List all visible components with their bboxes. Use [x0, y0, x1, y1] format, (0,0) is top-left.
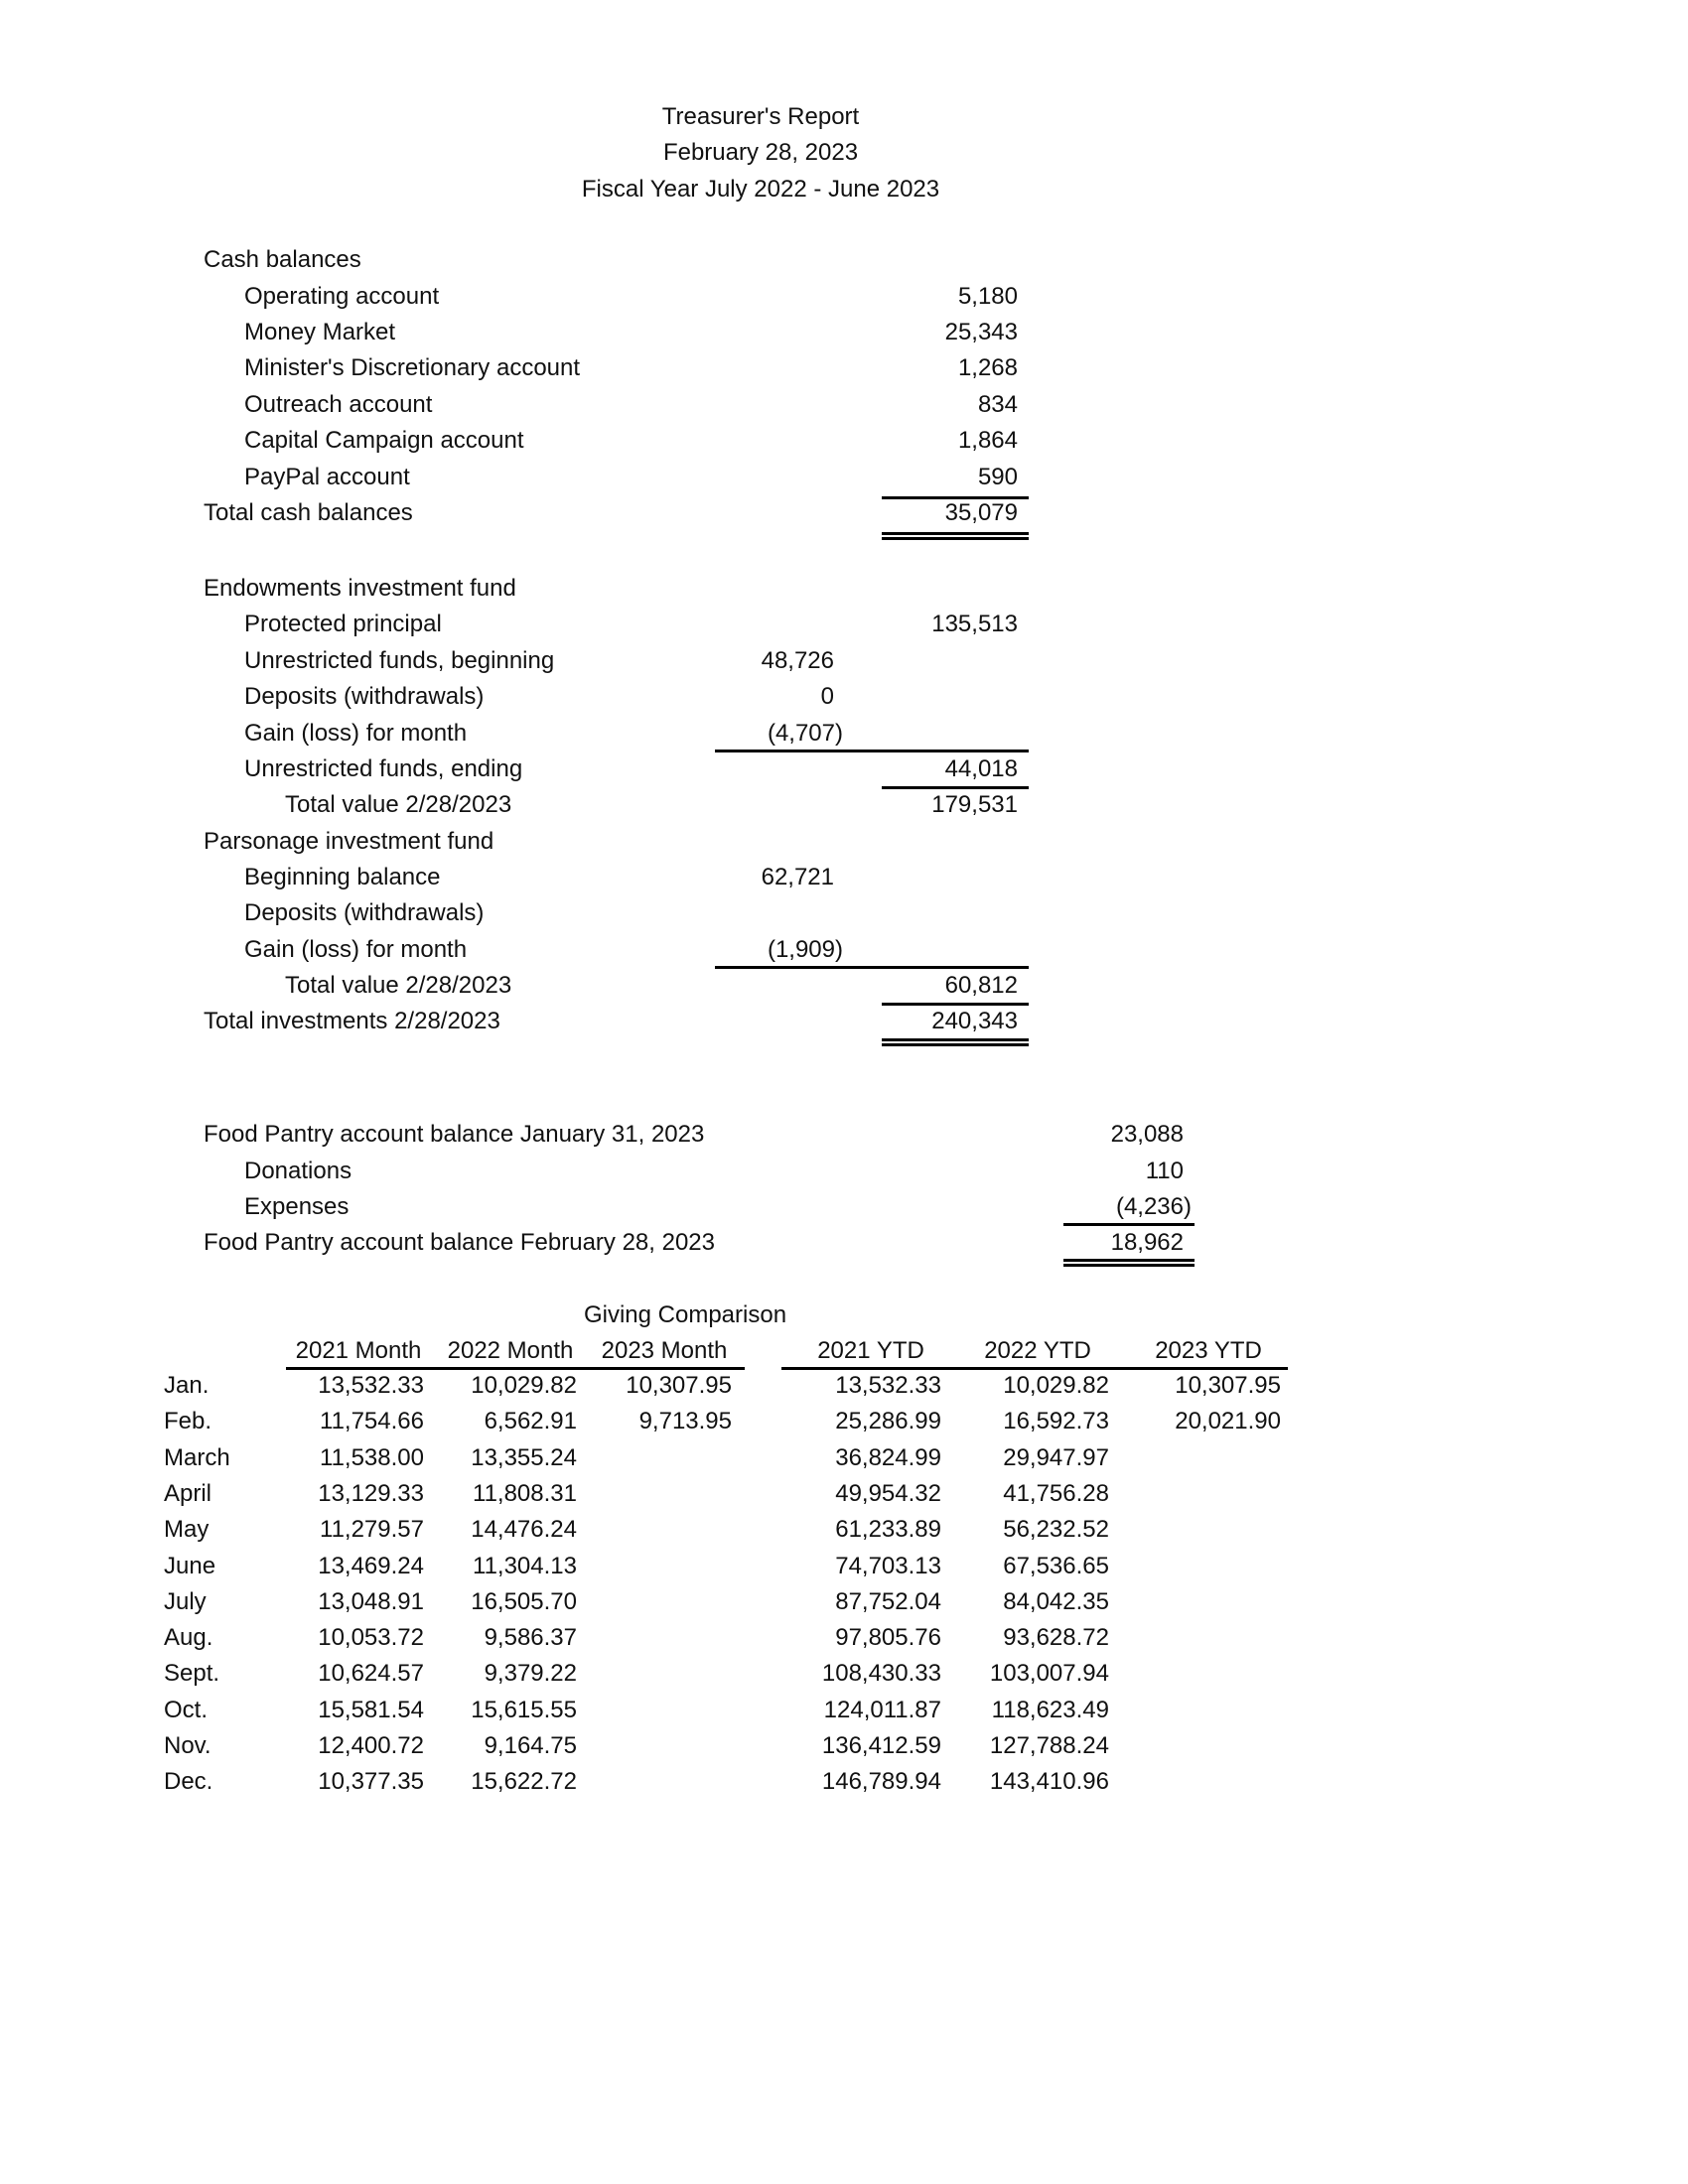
- cell-m2021: 12,400.72: [318, 1732, 424, 1759]
- parsonage-total-label: Total value 2/28/2023: [285, 972, 512, 999]
- cell-y2023: 10,307.95: [1175, 1372, 1281, 1399]
- cash-item-value: 590: [977, 464, 1018, 490]
- cash-item-value: 1,864: [957, 427, 1018, 454]
- cell-y2021: 136,412.59: [821, 1732, 941, 1759]
- cell-m2022: 10,029.82: [471, 1372, 577, 1399]
- protected-principal-value: 135,513: [931, 611, 1018, 637]
- cell-y2022: 127,788.24: [989, 1732, 1109, 1759]
- cell-y2021: 49,954.32: [835, 1480, 941, 1507]
- cell-m2021: 13,469.24: [318, 1553, 424, 1579]
- month-label: June: [164, 1553, 216, 1579]
- gain-loss-value: (1,909): [767, 936, 843, 963]
- cell-y2021: 25,286.99: [835, 1408, 941, 1434]
- cell-y2022: 143,410.96: [989, 1768, 1109, 1795]
- cell-m2022: 13,355.24: [471, 1444, 577, 1471]
- cell-m2021: 10,377.35: [318, 1768, 424, 1795]
- month-label: Nov.: [164, 1732, 211, 1759]
- gain-loss-label: Gain (loss) for month: [244, 720, 468, 747]
- cell-y2021: 13,532.33: [835, 1372, 941, 1399]
- month-label: Aug.: [164, 1624, 213, 1651]
- column-header: 2021 YTD: [817, 1337, 924, 1364]
- cash-item-label: Money Market: [244, 319, 396, 345]
- month-label: Feb.: [164, 1408, 212, 1434]
- subtotal-rule: [715, 966, 1029, 969]
- unrestricted-ending-value: 44,018: [944, 755, 1018, 782]
- deposits-value: 0: [820, 683, 834, 710]
- expenses-label: Expenses: [244, 1193, 350, 1220]
- cash-item-value: 5,180: [957, 283, 1018, 310]
- cash-item-label: Operating account: [244, 283, 440, 310]
- food-pantry-ending-value: 18,962: [1110, 1229, 1184, 1256]
- cash-item-value: 25,343: [944, 319, 1018, 345]
- cell-m2021: 10,053.72: [318, 1624, 424, 1651]
- fiscal-year: Fiscal Year July 2022 - June 2023: [581, 176, 940, 203]
- cell-y2022: 10,029.82: [1003, 1372, 1109, 1399]
- deposits-label: Deposits (withdrawals): [244, 899, 485, 926]
- cell-y2022: 56,232.52: [1003, 1516, 1109, 1543]
- header-rule: [286, 1367, 745, 1370]
- month-label: March: [164, 1444, 230, 1471]
- cell-y2021: 87,752.04: [835, 1588, 941, 1615]
- cell-m2021: 10,624.57: [318, 1660, 424, 1687]
- protected-principal-label: Protected principal: [244, 611, 442, 637]
- parsonage-total-value: 60,812: [944, 972, 1018, 999]
- cell-m2022: 9,379.22: [484, 1660, 577, 1687]
- cash-item-label: Capital Campaign account: [244, 427, 524, 454]
- month-label: July: [164, 1588, 207, 1615]
- cell-m2021: 15,581.54: [318, 1697, 424, 1723]
- cell-m2021: 11,538.00: [320, 1444, 424, 1471]
- subtotal-rule: [882, 1003, 1029, 1006]
- donations-label: Donations: [244, 1158, 352, 1184]
- cash-item-value: 834: [977, 391, 1018, 418]
- cell-y2022: 29,947.97: [1003, 1444, 1109, 1471]
- section-heading: Parsonage investment fund: [204, 828, 494, 855]
- food-pantry-beginning-value: 23,088: [1110, 1121, 1184, 1148]
- cell-m2022: 15,615.55: [471, 1697, 577, 1723]
- cell-y2023: 20,021.90: [1175, 1408, 1281, 1434]
- food-pantry-ending-label: Food Pantry account balance February 28, 2023: [204, 1229, 715, 1256]
- subtotal-rule: [715, 750, 1029, 752]
- beginning-balance-label: Beginning balance: [244, 864, 441, 890]
- unrestricted-beginning-value: 48,726: [761, 647, 834, 674]
- cell-m2022: 9,164.75: [484, 1732, 577, 1759]
- endowments-total-value: 179,531: [931, 791, 1018, 818]
- donations-value: 110: [1145, 1158, 1184, 1184]
- cash-item-label: Minister's Discretionary account: [244, 354, 581, 381]
- month-label: May: [164, 1516, 210, 1543]
- cell-y2021: 108,430.33: [821, 1660, 941, 1687]
- cell-m2023: 10,307.95: [626, 1372, 732, 1399]
- column-header: 2022 YTD: [984, 1337, 1091, 1364]
- column-header: 2022 Month: [447, 1337, 574, 1364]
- section-heading: Endowments investment fund: [204, 575, 516, 602]
- cell-y2021: 74,703.13: [835, 1553, 941, 1579]
- cell-m2022: 15,622.72: [471, 1768, 577, 1795]
- month-label: Jan.: [164, 1372, 210, 1399]
- unrestricted-ending-label: Unrestricted funds, ending: [244, 755, 523, 782]
- column-header: 2021 Month: [295, 1337, 422, 1364]
- cell-y2021: 146,789.94: [821, 1768, 941, 1795]
- cell-y2022: 118,623.49: [991, 1697, 1109, 1723]
- section-heading: Cash balances: [204, 246, 361, 273]
- total-cash-value: 35,079: [944, 499, 1018, 526]
- deposits-label: Deposits (withdrawals): [244, 683, 485, 710]
- month-label: Dec.: [164, 1768, 213, 1795]
- cell-m2021: 11,279.57: [320, 1516, 424, 1543]
- food-pantry-beginning-label: Food Pantry account balance January 31, 2023: [204, 1121, 705, 1148]
- header-rule: [781, 1367, 1288, 1370]
- subtotal-rule: [882, 786, 1029, 789]
- subtotal-rule: [1063, 1223, 1195, 1226]
- total-cash-label: Total cash balances: [204, 499, 413, 526]
- cell-y2021: 61,233.89: [835, 1516, 941, 1543]
- total-double-rule: [1063, 1259, 1195, 1267]
- cell-y2022: 103,007.94: [989, 1660, 1109, 1687]
- month-label: Sept.: [164, 1660, 220, 1687]
- total-investments-value: 240,343: [931, 1008, 1018, 1034]
- expenses-value: (4,236): [1115, 1193, 1192, 1220]
- cell-m2022: 11,808.31: [473, 1480, 577, 1507]
- month-label: Oct.: [164, 1697, 209, 1723]
- cell-m2021: 13,048.91: [318, 1588, 424, 1615]
- cell-y2022: 67,536.65: [1003, 1553, 1109, 1579]
- cell-m2021: 11,754.66: [320, 1408, 424, 1434]
- unrestricted-beginning-label: Unrestricted funds, beginning: [244, 647, 555, 674]
- report-date: February 28, 2023: [662, 139, 859, 166]
- report-title: Treasurer's Report: [661, 103, 860, 130]
- total-double-rule: [882, 532, 1029, 540]
- beginning-balance-value: 62,721: [761, 864, 834, 890]
- cell-y2021: 97,805.76: [835, 1624, 941, 1651]
- cell-m2022: 11,304.13: [473, 1553, 577, 1579]
- cell-m2023: 9,713.95: [638, 1408, 732, 1434]
- cell-m2022: 6,562.91: [484, 1408, 577, 1434]
- gain-loss-label: Gain (loss) for month: [244, 936, 468, 963]
- endowments-total-label: Total value 2/28/2023: [285, 791, 512, 818]
- cell-y2021: 124,011.87: [823, 1697, 941, 1723]
- cell-m2022: 14,476.24: [471, 1516, 577, 1543]
- cell-y2022: 16,592.73: [1003, 1408, 1109, 1434]
- month-label: April: [164, 1480, 212, 1507]
- cell-y2022: 93,628.72: [1003, 1624, 1109, 1651]
- cell-m2021: 13,532.33: [318, 1372, 424, 1399]
- total-double-rule: [882, 1038, 1029, 1046]
- cell-m2022: 9,586.37: [484, 1624, 577, 1651]
- cash-item-label: PayPal account: [244, 464, 410, 490]
- cell-m2022: 16,505.70: [471, 1588, 577, 1615]
- table-title: Giving Comparison: [583, 1301, 787, 1328]
- cell-y2021: 36,824.99: [835, 1444, 941, 1471]
- cash-item-value: 1,268: [957, 354, 1018, 381]
- column-header: 2023 Month: [601, 1337, 728, 1364]
- cell-y2022: 41,756.28: [1003, 1480, 1109, 1507]
- cell-m2021: 13,129.33: [318, 1480, 424, 1507]
- total-investments-label: Total investments 2/28/2023: [204, 1008, 500, 1034]
- cash-item-label: Outreach account: [244, 391, 433, 418]
- column-header: 2023 YTD: [1155, 1337, 1262, 1364]
- cell-y2022: 84,042.35: [1003, 1588, 1109, 1615]
- gain-loss-value: (4,707): [767, 720, 843, 747]
